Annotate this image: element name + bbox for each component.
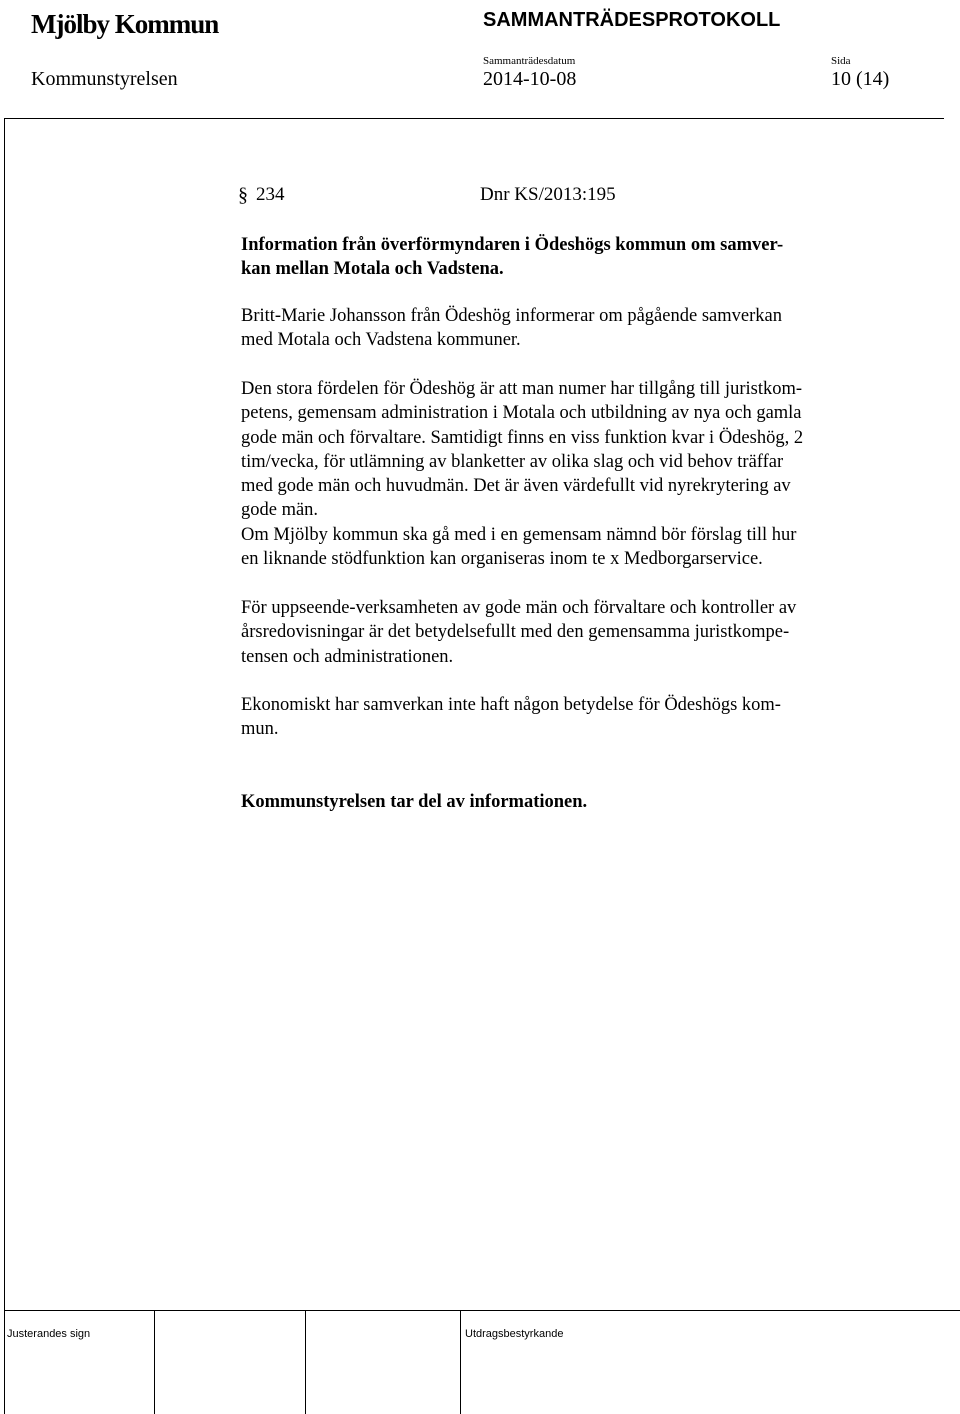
text-line: tim/vecka, för utlämning av blanketter av olika slag och vid behov träffar: [241, 451, 784, 472]
text-line: För uppseende-verksamheten av gode män och förvaltare och kontroller av: [241, 598, 797, 618]
text-line: gode män.: [241, 500, 319, 521]
text-line: mun.: [241, 719, 279, 740]
paragraph-economy: [241, 693, 921, 742]
document-type: SAMMANTRÄDESPROTOKOLL: [483, 9, 781, 31]
paragraph-benefits: [241, 377, 921, 571]
header-divider: [4, 118, 944, 119]
text-line: med Motala och Vadstena kommuner.: [241, 330, 521, 351]
decision: [241, 790, 921, 814]
signature-box-divider: [460, 1310, 461, 1414]
signature-box-divider: [305, 1310, 306, 1414]
text-line: petens, gemensam administration i Motala och utbildning av nya och gamla: [241, 403, 802, 424]
text-line: Om Mjölby kommun ska gå med i en gemensam nämnd bör förslag till hur: [241, 524, 797, 545]
left-margin-line: [4, 118, 5, 1414]
text-line: gode män och förvaltare. Samtidigt finns en viss funktion kvar i Ödeshög, 2: [241, 427, 804, 448]
text-line: Den stora fördelen för Ödeshög är att man numer har tillgång till juristkom-: [241, 379, 803, 399]
text-line: tensen och administrationen.: [241, 646, 454, 667]
case-number: Dnr KS/2013:195: [480, 184, 616, 205]
footer-divider: [4, 1310, 960, 1311]
text-line: Ekonomiskt har samverkan inte haft någon betydelse för Ödeshögs kom-: [241, 695, 781, 715]
certifier-label: Utdragsbestyrkande: [465, 1328, 564, 1340]
signature-label: Justerandes sign: [7, 1328, 91, 1340]
municipality-name: Mjölby Kommun: [31, 9, 219, 39]
text-line: Britt-Marie Johansson från Ödeshög informerar om pågående samverkan: [241, 306, 782, 326]
section-heading: [241, 233, 921, 282]
page-number: 10 (14): [831, 68, 890, 90]
text-line: en liknande stödfunktion kan organiseras inom te x Medborgarservice.: [241, 549, 763, 570]
heading-line: kan mellan Motala och Vadstena.: [241, 259, 504, 280]
body-name: Kommunstyrelsen: [31, 68, 178, 90]
heading-line: Information från överförmyndaren i Ödeshögs kommun om samver-: [241, 235, 784, 255]
paragraph-supervision: [241, 596, 921, 669]
paragraph-sign: §: [238, 184, 248, 206]
meeting-date-label: Sammanträdesdatum: [483, 55, 576, 67]
section-number: 234: [256, 184, 285, 205]
signature-box-divider: [154, 1310, 155, 1414]
meeting-date: 2014-10-08: [483, 68, 577, 90]
text-line: årsredovisningar är det betydelsefullt med den gemensamma juristkompe-: [241, 622, 790, 643]
paragraph-intro: [241, 304, 921, 353]
page-label: Sida: [831, 55, 851, 67]
decision-text: Kommunstyrelsen tar del av informationen.: [241, 792, 588, 812]
text-line: med gode män och huvudmän. Det är även värdefullt vid nyrekrytering av: [241, 476, 791, 497]
